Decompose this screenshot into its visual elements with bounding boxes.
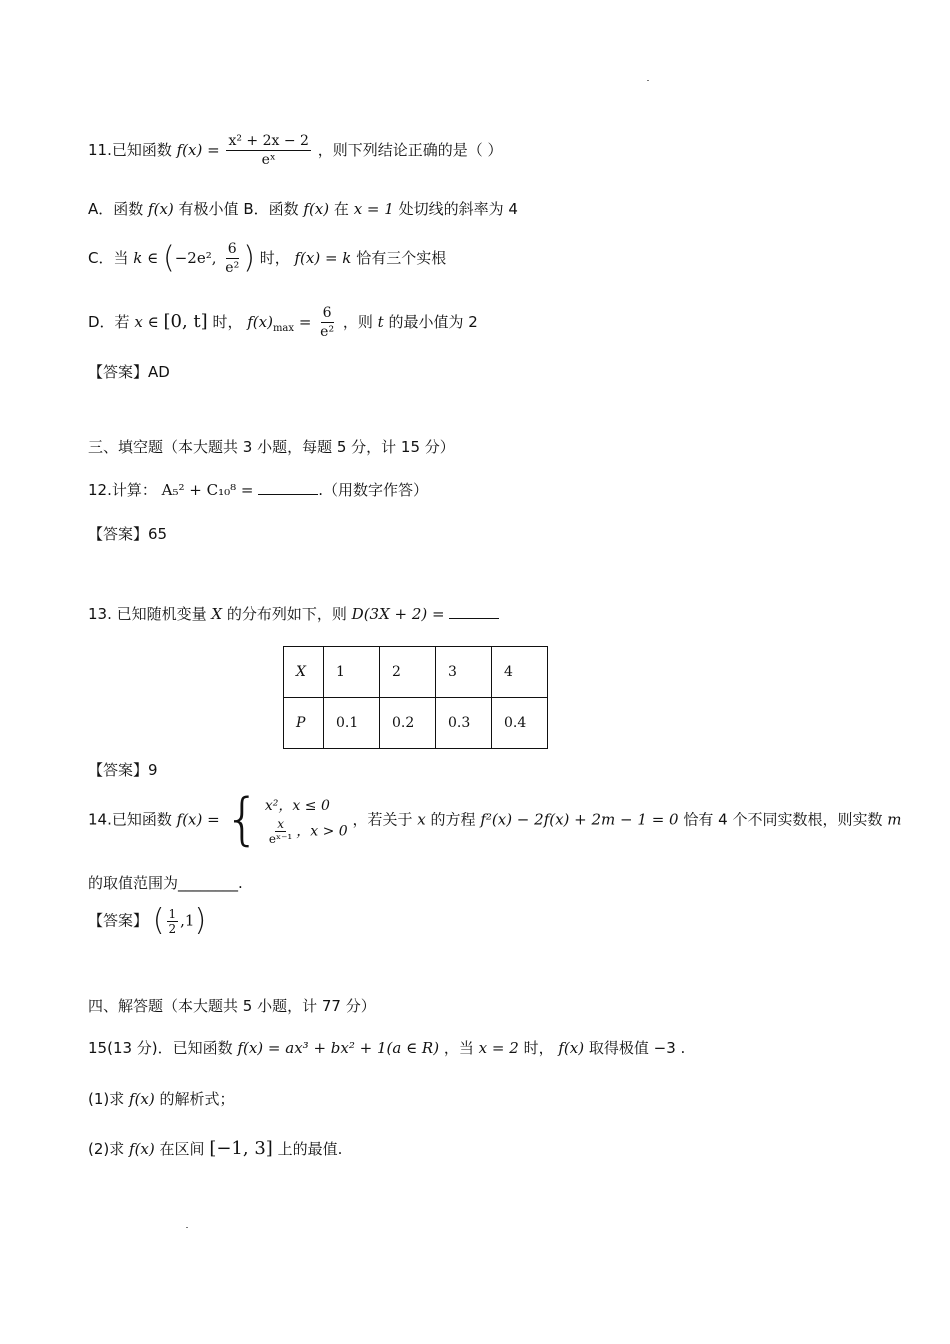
q11-option-d-math: x ∈ — [134, 313, 159, 331]
q12-math: A₅² + C₁₀⁸ = — [161, 481, 254, 499]
q11-option-b-mid: 在 — [333, 200, 349, 218]
q15-part-2-f: f(x) — [129, 1140, 155, 1158]
q11-option-c-text2: 恰有三个实根 — [356, 249, 447, 267]
q14-mid2: 的方程 — [430, 810, 476, 829]
q14-case-2 — [265, 817, 348, 846]
q14-prefix: 14.已知函数 — [88, 810, 172, 829]
table-row — [284, 647, 548, 698]
q11-option-a-text: 有极小值 B．函数 — [178, 200, 299, 218]
q11-option-c-math: f(x) = k — [294, 249, 352, 267]
q14-case-2-cond: ，x > 0 — [296, 823, 348, 839]
q13-prefix: 13. 已知随机变量 — [88, 605, 207, 623]
q12-answer: 【答案】65 — [88, 525, 168, 543]
section-4-heading: 四、解答题（本大题共 5 小题，计 77 分） — [88, 997, 376, 1015]
q11-stem — [88, 132, 503, 169]
table-cell: 4 — [492, 647, 548, 698]
q15-prefix: 15(13 分)．已知函数 — [88, 1039, 233, 1057]
q11-option-c-text1: 时， — [259, 249, 290, 267]
q11-option-d-fraction — [318, 304, 336, 341]
q11-option-c-denominator: e² — [225, 260, 240, 276]
q11-option-d-text1: 时， — [212, 313, 243, 331]
q13-mid: 的分布列如下，则 — [226, 605, 347, 623]
q15-f: f(x) — [558, 1039, 585, 1057]
q15-part-2-label: (2)求 — [88, 1140, 125, 1158]
q11-option-d-fmax: f(x) — [247, 313, 273, 331]
q15-part-1 — [88, 1088, 235, 1109]
q11-option-d-denominator: e² — [320, 324, 335, 340]
q12-suffix: .（用数字作答） — [318, 481, 429, 499]
q14-answer-label: 【答案】 — [88, 911, 149, 930]
table-cell: 3 — [436, 647, 492, 698]
q13-stem — [88, 603, 499, 624]
q14-answer-fraction — [167, 907, 179, 936]
right-paren: ) — [243, 240, 255, 276]
q14-mid1: ，若关于 — [352, 810, 413, 829]
left-paren: ( — [163, 240, 175, 276]
q14-line2: 的取值范围为________. — [88, 874, 243, 892]
q13-x: X — [211, 605, 223, 623]
q14-piecewise — [265, 795, 348, 846]
left-paren: ( — [152, 903, 165, 938]
table-cell: P — [284, 698, 324, 749]
q11-option-d-text3: 的最小值为 2 — [388, 313, 478, 331]
q11-suffix: ，则下列结论正确的是（ ） — [317, 141, 503, 159]
q14-x: x — [417, 810, 426, 829]
q13-answer: 【答案】9 — [88, 761, 158, 779]
q15-part-1-label: (1)求 — [88, 1090, 125, 1108]
q15-mid: ，当 — [443, 1039, 474, 1057]
q11-numerator: x² + 2x − 2 — [228, 133, 309, 149]
table-cell: 0.1 — [324, 698, 380, 749]
q14-case-2-denominator: eˣ⁻¹ — [268, 831, 293, 846]
q14-answer-rest: ,1 — [180, 911, 195, 930]
table-cell: 2 — [380, 647, 436, 698]
q11-option-d-interval: [0, t] — [163, 311, 208, 332]
q15-part-2-interval: [−1, 3] — [209, 1138, 273, 1159]
q11-options-ab — [88, 198, 518, 219]
q14-case-2-fraction — [267, 817, 294, 846]
q11-option-b-math: x = 1 — [353, 200, 394, 218]
q11-option-c — [88, 240, 446, 277]
q11-func: f(x) = — [176, 141, 225, 159]
table-cell: 1 — [324, 647, 380, 698]
q11-option-d: D．若 x ∈ [0, t] 时， $f(x)_{max}$ = $\frac{6}{\text{e²}}$ ，则 t 的最小值为 2 — [88, 305, 478, 340]
brace: { — [224, 787, 261, 852]
q11-option-a-func: f(x) — [148, 200, 174, 218]
q11-prefix: 11.已知函数 — [88, 141, 177, 159]
q11-option-c-fraction — [223, 240, 241, 277]
q14-m: m — [887, 810, 902, 829]
q14-answer — [88, 903, 207, 938]
q14-stem — [88, 787, 902, 852]
distribution-table — [283, 646, 548, 749]
q11-option-d-text2: ，则 — [342, 313, 373, 331]
scan-dot — [186, 1227, 188, 1228]
q11-option-c-k: k ∈ — [133, 249, 159, 267]
q11-option-a-label: A．函数 — [88, 200, 144, 218]
q15-part-2 — [88, 1138, 342, 1159]
q11-option-c-label: C．当 — [88, 249, 129, 267]
q15-part-1-text: 的解析式； — [159, 1090, 235, 1108]
q11-option-d-sub: max — [272, 323, 295, 334]
q12-stem — [88, 479, 428, 500]
q15-cond: x = 2 — [478, 1039, 519, 1057]
q11-denominator: eˣ — [261, 152, 276, 168]
q14-func: f(x) = — [176, 810, 220, 829]
q14-case-2-numerator: x — [277, 816, 284, 831]
table-row — [284, 698, 548, 749]
q15-part-2-mid: 在区间 — [159, 1140, 205, 1158]
q11-option-d-label: D．若 — [88, 313, 130, 331]
q15-func: f(x) = ax³ + bx² + 1(a ∈ R) — [237, 1039, 440, 1057]
q15-stem — [88, 1037, 685, 1058]
q15-part-2-text: 上的最值. — [277, 1140, 343, 1158]
q14-case-1: x²，x ≤ 0 — [264, 797, 330, 814]
q12-prefix: 12.计算： — [88, 481, 157, 499]
q11-option-d-numerator: 6 — [322, 305, 332, 321]
table-cell: 0.4 — [492, 698, 548, 749]
q15-mid2: 时， — [523, 1039, 554, 1057]
q13-blank — [449, 604, 499, 619]
q11-option-d-t: t — [377, 313, 384, 331]
scan-dot — [647, 80, 649, 81]
q14-mid3: 恰有 4 个不同实数根，则实数 — [683, 810, 883, 829]
q15-part-1-f: f(x) — [129, 1090, 155, 1108]
q11-option-c-left: −2e², — [174, 249, 222, 267]
q14-answer-numerator: 1 — [168, 906, 177, 921]
q11-option-b-func: f(x) — [303, 200, 330, 218]
q15-suffix: 取得极值 −3 . — [588, 1039, 686, 1057]
table-cell: X — [284, 647, 324, 698]
table-cell: 0.3 — [436, 698, 492, 749]
q11-option-c-numerator: 6 — [227, 241, 237, 257]
section-3-heading: 三、填空题（本大题共 3 小题，每题 5 分，计 15 分） — [88, 438, 455, 456]
table-cell: 0.2 — [380, 698, 436, 749]
q11-option-b-text: 处切线的斜率为 4 — [398, 200, 518, 218]
q12-blank — [258, 480, 318, 495]
q13-math: D(3X + 2) = — [351, 605, 445, 623]
q14-answer-denominator: 2 — [168, 921, 177, 936]
q11-fraction — [226, 132, 310, 169]
right-paren: ) — [194, 903, 207, 938]
q14-equation: f²(x) − 2f(x) + 2m − 1 = 0 — [480, 810, 679, 829]
q11-answer: 【答案】AD — [88, 363, 170, 381]
